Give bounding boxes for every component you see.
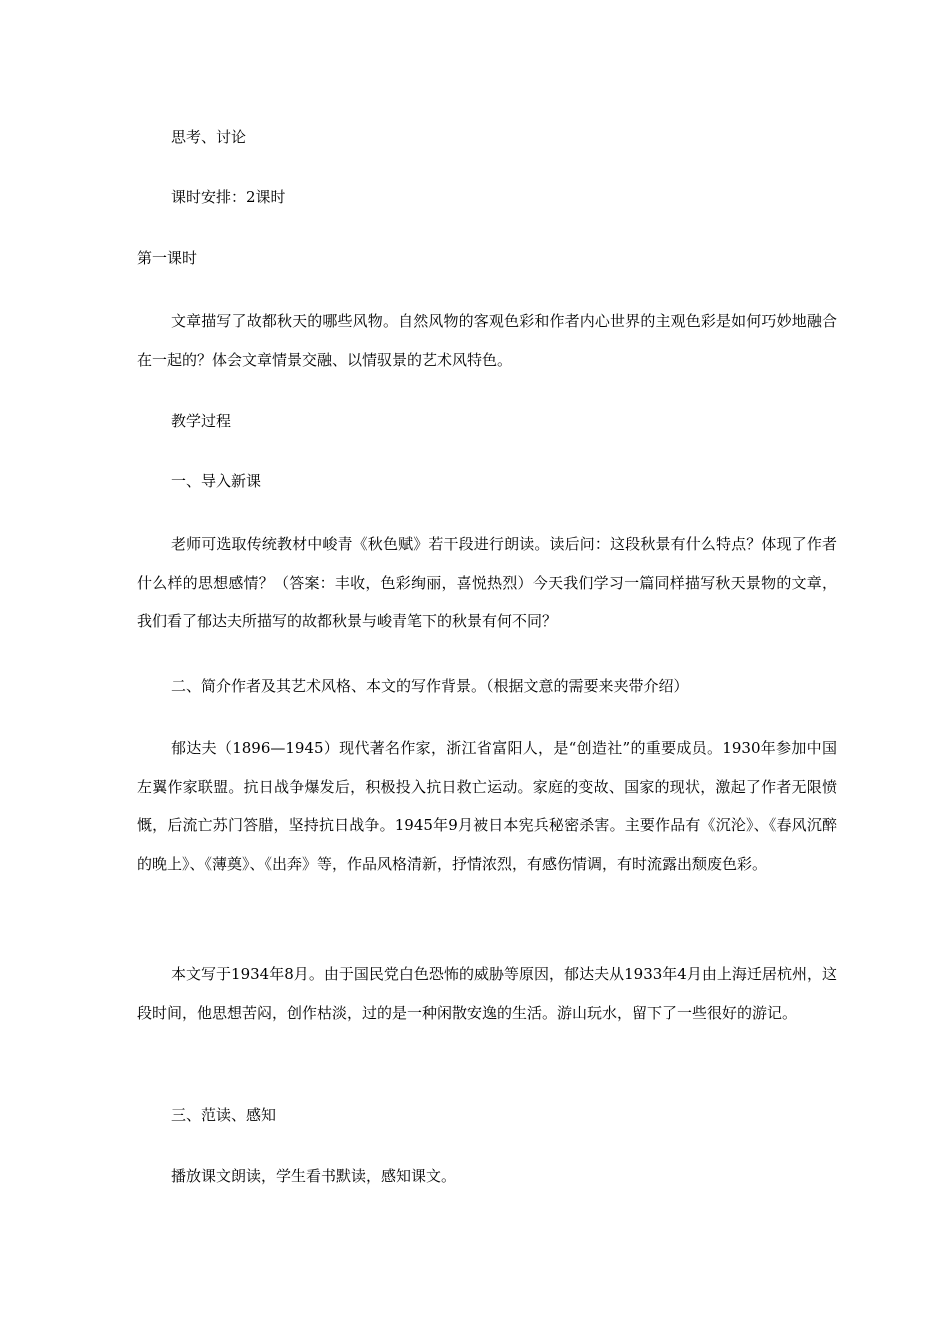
section-three-heading: 三、范读、感知 (171, 1106, 277, 1124)
author-intro-paragraph: 郁达夫（1896—1945）现代著名作家，浙江省富阳人，是“创造社”的重要成员。1930年参加中国左翼作家联盟。抗日战争爆发后，积极投入抗日救亡运动。家庭的变故、国家的现状，激起了作者无限愤慨，后流亡苏门答腊，坚持抗日战争。1945年9月被日本宪兵秘密杀害。主要作品有《沉沦》、《春风沉醉的晚上》、《薄奠》、《出奔》等，作品风格清新，抒情浓烈，有感伤情调，有时流露出颓废色彩。 (137, 739, 837, 873)
lesson-one-heading: 第一课时 (137, 249, 198, 267)
section-one-heading: 一、导入新课 (171, 472, 262, 490)
section-three-paragraph: 播放课文朗读，学生看书默读，感知课文。 (171, 1167, 457, 1185)
background-paragraph: 本文写于1934年8月。由于国民党白色恐怖的威胁等原因，郁达夫从1933年4月由上海迁居杭州，这段时间，他思想苦闷，创作枯淡，过的是一种闲散安逸的生活。游山玩水，留下了一些很好的游记。 (137, 965, 837, 1022)
section-one-paragraph: 老师可选取传统教材中峻青《秋色赋》若干段进行朗读。读后问：这段秋景有什么特点？体现了作者什么样的思想感情？（答案：丰收，色彩绚丽，喜悦热烈）今天我们学习一篇同样描写秋天景物的文章，我们看了郁达夫所描写的故都秋景与峻青笔下的秋景有何不同？ (137, 535, 837, 630)
process-heading: 教学过程 (171, 412, 232, 430)
section-two-heading: 二、简介作者及其艺术风格、本文的写作背景。（根据文意的需要来夹带介绍） (171, 677, 689, 695)
discussion-heading: 思考、讨论 (171, 128, 247, 146)
schedule-line: 课时安排：2课时 (171, 188, 286, 206)
objective-paragraph: 文章描写了故都秋天的哪些风物。自然风物的客观色彩和作者内心世界的主观色彩是如何巧妙地融合在一起的？体会文章情景交融、以情驭景的艺术风特色。 (137, 312, 837, 369)
